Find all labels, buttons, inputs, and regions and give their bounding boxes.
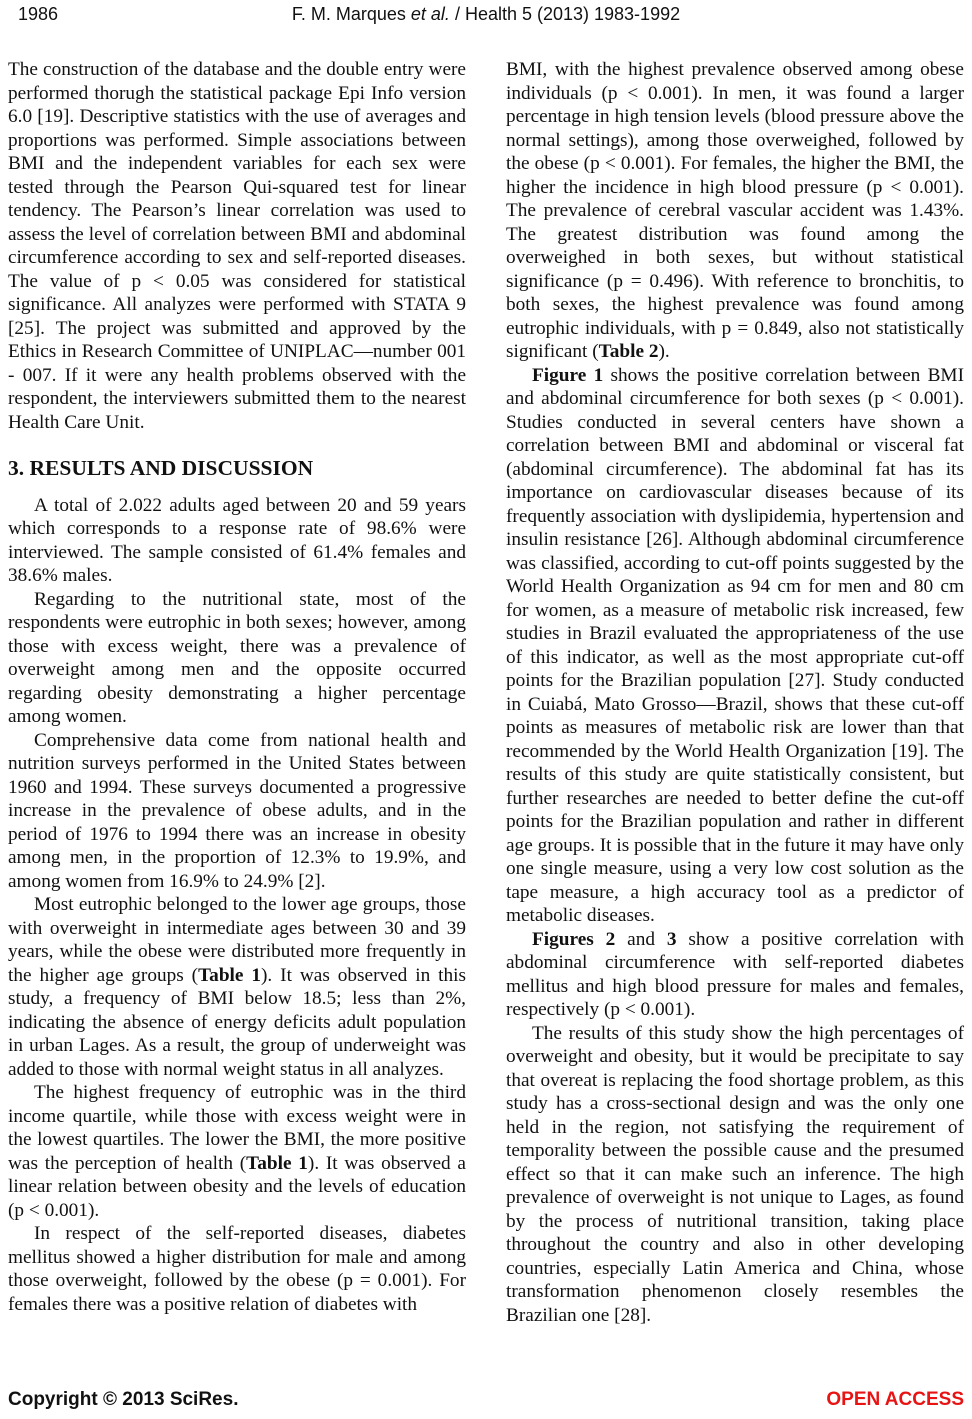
open-access-label: OPEN ACCESS bbox=[826, 1389, 964, 1410]
left-column bbox=[8, 58, 466, 1327]
paragraph: Most eutrophic belonged to the lower age groups, those with overweight in intermediate ages between 30 and 39 years, while the obese were distributed more frequently in the higher age groups (Table 1). It was observed in this study, a frequency of BMI below 18.5; less than 2%, indicating the absence of energy deficits adult population in urban Lages. As a result, the group of underweight was added to those with normal weight status in all analyzes. bbox=[8, 894, 466, 1080]
paragraph: Figures 2 and 3 show a positive correlation with abdominal circumference with self-reported diabetes mellitus and high blood pressure for males and females, respectively (p < 0.001). bbox=[506, 928, 965, 1020]
page-footer bbox=[8, 1389, 964, 1411]
paragraph: The results of this study show the high percentages of overweight and obesity, but it would be precipitate to say that overeat is replacing the food shortage problem, as this study has a cross-sectional design and was the only one held in the region, not satisfying the requirement of temporality between the possible cause and the presumed effect so that it can make such an inference. The high prevalence of overweight is not unique to Lages, as found by the process of nutritional transition, taking place throughout the country and also in other developing countries, especially Latin America and China, whose transformation phenomenon closely resembles the Brazilian one [28]. bbox=[506, 1022, 964, 1326]
paragraph: The highest frequency of eutrophic was in the third income quartile, while those with excess weight were in the lowest quartiles. The lower the BMI, the more positive was the perception of health (Table 1). It was observed a linear relation between obesity and the levels of education (p < 0.001). bbox=[8, 1082, 466, 1221]
right-column bbox=[506, 58, 964, 1327]
paragraph: A total of 2.022 adults aged between 20 and 59 years which corresponds to a response rate of 98.6% were interviewed. The sample consisted of 61.4% females and 38.6% males. bbox=[8, 494, 466, 586]
section-heading: 3. RESULTS AND DISCUSSION bbox=[8, 456, 314, 480]
paragraph: Regarding to the nutritional state, most of the respondents were eutrophic in both sexes; however, among those with excess weight, there was a prevalence of overweight among men and the opposite occurred regarding obesity demonstrating a higher percentage among women. bbox=[8, 588, 466, 727]
paragraph: Comprehensive data come from national health and nutrition surveys performed in the United States between 1960 and 1994. These surveys documented a progressive increase in the prevalence of obese adults, and in the period of 1976 to 1994 there was an increase in obesity among men, in the proportion of 12.3% to 19.9%, and among women from 16.9% to 24.9% [2]. bbox=[8, 729, 466, 892]
paragraph: Figure 1 shows the positive correlation between BMI and abdominal circumference for both sexes (p < 0.001). Studies conducted in several centers have shown a correlation between BMI and abdominal or visceral fat (abdominal circumference). The abdominal fat has its importance on cardiovascular diseases because of its frequently association with dyslipidemia, hypertension and insulin resistance [26]. Although abdominal circumference was classified, according to cut-off points suggested by the World Health Organization as 94 cm for men and 80 cm for women, as a measure of metabolic risk increased, few studies in Brazil evaluated the appropriateness of the use of this indicator, as well as the most appropriate cut-off points for the Brazilian population [27]. Study conducted in Cuiabá, Mato Grosso—Brazil, shows that these cut-off points as measures of metabolic risk are lower than that recommended by the World Health Organization [19]. The results of this study are quite statistically consistent, but further researches are needed to better define the cut-off points for the Brazilian population and rather in different age groups. It is possible that in the future it may have only one single measure, using a very low cost solution as the tape measure, a high accuracy tool as a predictor of metabolic diseases. bbox=[506, 364, 964, 926]
page-number: 1986 bbox=[18, 4, 59, 24]
paragraph: BMI, with the highest prevalence observed among obese individuals (p < 0.001). In men, it was found a larger percentage in high tension levels (blood pressure above the normal settings), among those overweighed, followed by the obese (p < 0.001). For females, the higher the BMI, the higher the incidence in high blood pressure (p < 0.001). The prevalence of cerebral vascular accident was 1.43%. The greatest distribution was found among the overweighed in both sexes, but without statistical significance (p = 0.496). With reference to bronchitis, to both sexes, the highest prevalence was found among eutrophic individuals, with p = 0.849, also not statistically significant (Table 2). bbox=[506, 59, 964, 362]
paragraph: The construction of the database and the double entry were performed thorugh the statistical package Epi Info version 6.0 [19]. Descriptive statistics with the use of averages and proportions was performed. Simple associations between BMI and the independent variables for each sex were tested through the Pearson Qui-squared test for linear tendency. The Pearson’s linear correlation was used to assess the level of correlation between BMI and abdominal circumference according to sex and self-reported diseases. The value of p < 0.05 was considered for statistical significance. All analyzes were performed with STATA 9 [25]. The project was submitted and approved by the Ethics in Research Committee of UNIPLAC—number 001 - 007. If it were any health problems observed with the respondent, the interviewers submitted them to the nearest Health Care Unit. bbox=[8, 59, 466, 433]
running-title: F. M. Marques et al. / Health 5 (2013) 1983-1992 bbox=[291, 4, 681, 24]
paragraph: In respect of the self-reported diseases, diabetes mellitus showed a higher distribution for male and among those overweight, followed by the obese (p = 0.001). For females there was a positive relation of diabetes with bbox=[8, 1223, 466, 1315]
copyright-label: Copyright © 2013 SciRes. bbox=[8, 1389, 239, 1410]
page-header bbox=[0, 0, 972, 30]
article-body bbox=[0, 58, 972, 1327]
